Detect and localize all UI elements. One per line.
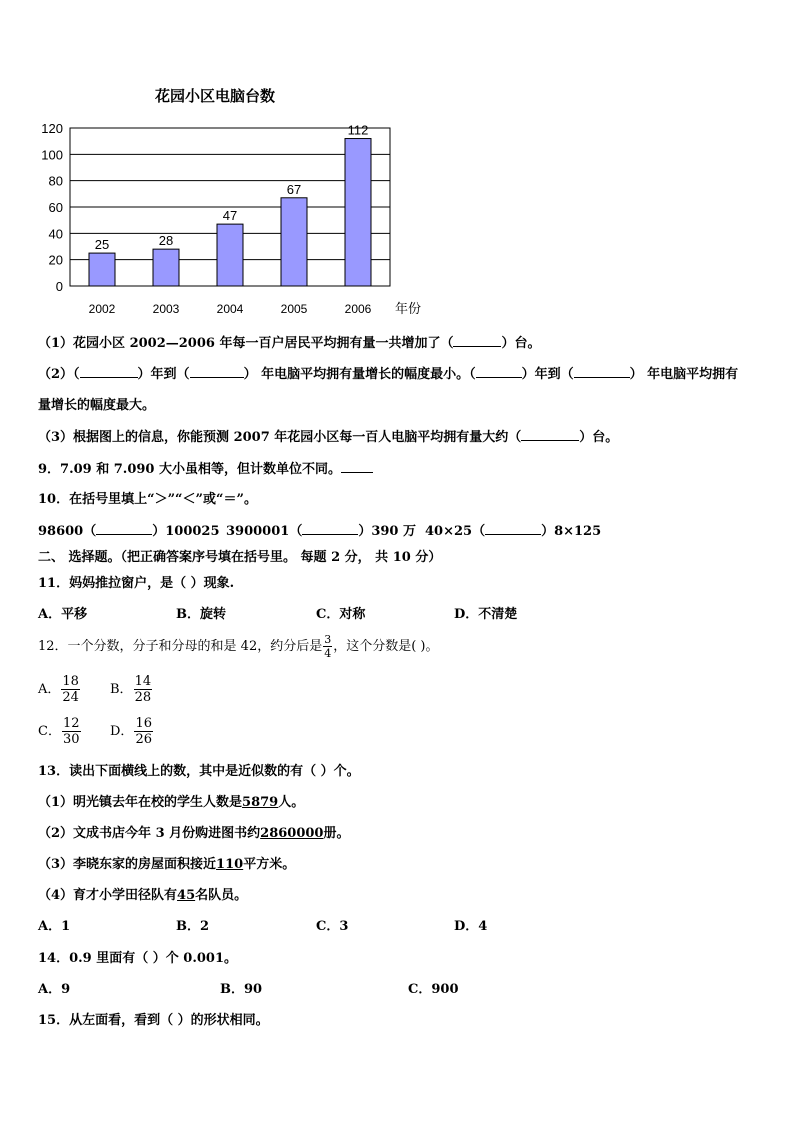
answer-blank[interactable] bbox=[485, 522, 541, 535]
question-10: 10．在括号里填上“＞”“＜”或“＝”。 bbox=[38, 492, 257, 507]
question-9: 9．7.09 和 7.090 大小虽相等，但计数单位不同。 bbox=[38, 458, 373, 477]
x-tick-label: 2002 bbox=[88, 302, 116, 316]
question-13: 13．读出下面横线上的数，其中是近似数的有（ ）个。 bbox=[38, 764, 360, 779]
answer-blank[interactable] bbox=[341, 460, 373, 473]
q10-item-1: 98600（ ）100025 bbox=[38, 524, 220, 539]
data-label: 28 bbox=[158, 233, 174, 249]
q13-option-a[interactable]: A．1 bbox=[38, 919, 71, 934]
answer-blank[interactable] bbox=[80, 365, 138, 378]
q14-option-a[interactable]: A．9 bbox=[38, 982, 71, 997]
x-tick-label: 2006 bbox=[344, 302, 372, 316]
q11-option-c[interactable]: C．对称 bbox=[316, 607, 366, 622]
y-tick-label: 120 bbox=[41, 121, 63, 136]
bar bbox=[281, 198, 307, 286]
q10-item-2: 3900001（ ）390 万 bbox=[226, 524, 416, 539]
answer-blank[interactable] bbox=[476, 365, 522, 378]
q11-option-d[interactable]: D．不清楚 bbox=[454, 607, 518, 622]
q13-item-2: （2）文成书店今年 3 月份购进图书约2860000册。 bbox=[38, 826, 350, 841]
x-tick-label: 2003 bbox=[152, 302, 180, 316]
q10-item-3: 40×25（ ）8×125 bbox=[425, 524, 602, 539]
question-15: 15．从左面看，看到（ ）的形状相同。 bbox=[38, 1013, 269, 1028]
bar bbox=[217, 224, 243, 286]
data-label: 112 bbox=[347, 122, 369, 138]
bar-chart bbox=[30, 80, 460, 330]
chart-y-axis bbox=[41, 121, 63, 294]
q11-option-b[interactable]: B．旋转 bbox=[176, 607, 226, 622]
question-11: 11．妈妈推拉窗户，是（ ）现象. bbox=[38, 576, 235, 591]
q13-item-3: （3）李晓东家的房屋面积接近110平方米。 bbox=[38, 857, 296, 872]
q8-part2: （2）（ ）年到（ ） 年电脑平均拥有量增长的幅度最小。（ ）年到（ ） 年电脑平均拥有 bbox=[38, 367, 739, 382]
answer-blank[interactable] bbox=[96, 522, 152, 535]
chart-title: 花园小区电脑台数 bbox=[154, 88, 276, 105]
y-tick-label: 100 bbox=[41, 147, 63, 163]
chart-x-label: 年份 bbox=[395, 301, 422, 316]
data-label: 67 bbox=[286, 181, 302, 197]
q14-option-c[interactable]: C．900 bbox=[408, 982, 459, 997]
section-2-heading: 二、 选择题。（把正确答案序号填在括号里。 每题 2 分， 共 10 分） bbox=[38, 550, 442, 565]
q13-option-c[interactable]: C．3 bbox=[316, 919, 349, 934]
q13-option-b[interactable]: B．2 bbox=[176, 919, 210, 934]
q8-part1: （1）花园小区 2002—2006 年每一百户居民平均拥有量一共增加了（ ）台。 bbox=[38, 336, 541, 351]
chart-x-axis bbox=[89, 302, 372, 316]
q13-option-d[interactable]: D．4 bbox=[454, 919, 488, 934]
q11-option-a[interactable]: A．平移 bbox=[38, 607, 88, 622]
answer-blank[interactable] bbox=[453, 334, 501, 347]
q12-option-a[interactable]: A． $\frac{18}{24}$ bbox=[38, 674, 79, 705]
q8-part3: （3）根据图上的信息，你能预测 2007 年花园小区每一百人电脑平均拥有量大约（ ）台。 bbox=[38, 430, 619, 445]
q13-item-4: （4）育才小学田径队有45名队员。 bbox=[38, 888, 248, 903]
question-12: 12．一个分数，分子和分母的和是 42，约分后是 $\frac{3}{4}$ ，这个分数是( )。 bbox=[38, 633, 439, 660]
q12-option-d[interactable]: D． $\frac{16}{26}$ bbox=[110, 716, 152, 747]
data-label: 47 bbox=[222, 208, 238, 224]
q12-option-b[interactable]: B． $\frac{14}{28}$ bbox=[110, 674, 152, 705]
answer-blank[interactable] bbox=[574, 365, 630, 378]
q13-item-1: （1）明光镇去年在校的学生人数是5879人。 bbox=[38, 795, 305, 810]
y-tick-label: 40 bbox=[48, 226, 63, 242]
bar bbox=[153, 249, 179, 286]
bar bbox=[89, 253, 115, 286]
q12-option-c[interactable]: C． $\frac{12}{30}$ bbox=[38, 716, 80, 747]
answer-blank[interactable] bbox=[302, 522, 358, 535]
y-tick-label: 80 bbox=[48, 173, 63, 189]
question-14: 14．0.9 里面有（ ）个 0.001。 bbox=[38, 951, 237, 966]
x-tick-label: 2005 bbox=[280, 302, 308, 316]
y-tick-label: 0 bbox=[55, 279, 63, 294]
fraction: $\frac{3}{4}$ bbox=[324, 633, 332, 660]
data-label: 25 bbox=[94, 237, 110, 253]
y-tick-label: 20 bbox=[48, 252, 63, 268]
x-tick-label: 2004 bbox=[216, 302, 244, 316]
q14-option-b[interactable]: B．90 bbox=[220, 982, 263, 997]
bar bbox=[345, 139, 371, 286]
answer-blank[interactable] bbox=[190, 365, 244, 378]
y-tick-label: 60 bbox=[48, 200, 63, 215]
answer-blank[interactable] bbox=[521, 428, 579, 441]
q8-part2-line2: 量增长的幅度最大。 bbox=[38, 398, 156, 413]
